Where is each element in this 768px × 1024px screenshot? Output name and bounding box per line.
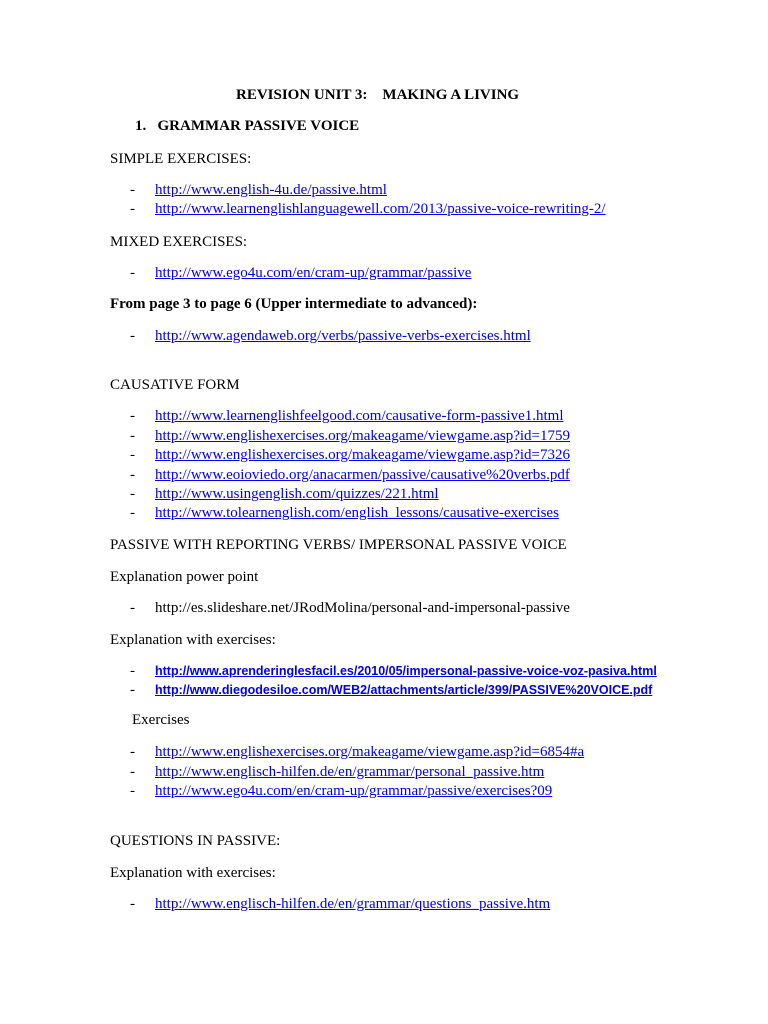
bullet-dash: - (130, 408, 135, 424)
bullet-dash: - (130, 428, 135, 444)
exercises-heading: Exercises (132, 712, 190, 728)
section-heading-grammar-passive: 1. GRAMMAR PASSIVE VOICE (135, 118, 360, 134)
bullet-dash: - (130, 328, 135, 344)
link-causative-4[interactable]: http://www.eoioviedo.org/anacarmen/passive/causative%20verbs.pdf (155, 467, 570, 483)
mixed-exercises-heading: MIXED EXERCISES: (110, 234, 248, 250)
questions-passive-heading: QUESTIONS IN PASSIVE: (110, 833, 281, 849)
link-simple-2[interactable]: http://www.learnenglishlanguagewell.com/2013/passive-voice-rewriting-2/ (155, 201, 606, 217)
causative-form-heading: CAUSATIVE FORM (110, 377, 240, 393)
questions-explanation-heading: Explanation with exercises: (110, 865, 276, 881)
link-causative-6[interactable]: http://www.tolearnenglish.com/english_lessons/causative-exercises (155, 505, 559, 521)
bullet-dash: - (130, 600, 135, 616)
link-exercises-1[interactable]: http://www.englishexercises.org/makeagame/viewgame.asp?id=6854#a (155, 744, 585, 760)
bullet-dash: - (130, 467, 135, 483)
bullet-dash: - (130, 447, 135, 463)
bullet-dash: - (130, 783, 135, 799)
bullet-dash: - (130, 182, 135, 198)
link-diegodesiloe[interactable]: http://www.diegodesiloe.com/WEB2/attachments/article/399/PASSIVE%20VOICE.pdf (155, 683, 653, 697)
link-causative-2[interactable]: http://www.englishexercises.org/makeagame/viewgame.asp?id=1759 (155, 428, 571, 444)
link-causative-3[interactable]: http://www.englishexercises.org/makeagame/viewgame.asp?id=7326 (155, 447, 571, 463)
link-questions-passive[interactable]: http://www.englisch-hilfen.de/en/grammar/questions_passive.htm (155, 896, 551, 912)
bullet-dash: - (130, 201, 135, 217)
explanation-exercises-heading: Explanation with exercises: (110, 632, 276, 648)
simple-exercises-heading: SIMPLE EXERCISES: (110, 151, 252, 167)
bullet-dash: - (130, 265, 135, 281)
link-agendaweb[interactable]: http://www.agendaweb.org/verbs/passive-verbs-exercises.html (155, 328, 531, 344)
bullet-dash: - (130, 663, 135, 679)
bullet-dash: - (130, 744, 135, 760)
link-causative-5[interactable]: http://www.usingenglish.com/quizzes/221.html (155, 486, 439, 502)
link-exercises-2[interactable]: http://www.englisch-hilfen.de/en/grammar/personal_passive.htm (155, 764, 545, 780)
link-exercises-3[interactable]: http://www.ego4u.com/en/cram-up/grammar/passive/exercises?09 (155, 783, 553, 799)
link-causative-1[interactable]: http://www.learnenglishfeelgood.com/causative-form-passive1.html (155, 408, 564, 424)
bullet-dash: - (130, 682, 135, 698)
link-mixed-1[interactable]: http://www.ego4u.com/en/cram-up/grammar/passive (155, 265, 472, 281)
bullet-dash: - (130, 505, 135, 521)
bullet-dash: - (130, 896, 135, 912)
slideshare-url-text: http://es.slideshare.net/JRodMolina/personal-and-impersonal-passive (155, 600, 570, 616)
reporting-verbs-heading: PASSIVE WITH REPORTING VERBS/ IMPERSONAL PASSIVE VOICE (110, 537, 567, 553)
page-range-note: From page 3 to page 6 (Upper intermediate to advanced): (110, 296, 478, 312)
link-simple-1[interactable]: http://www.english-4u.de/passive.html (155, 182, 387, 198)
explanation-powerpoint-heading: Explanation power point (110, 569, 259, 585)
document-title: REVISION UNIT 3: MAKING A LIVING (236, 87, 520, 103)
bullet-dash: - (130, 764, 135, 780)
link-aprenderinglesfacil[interactable]: http://www.aprenderinglesfacil.es/2010/05/impersonal-passive-voice-voz-pasiva.html (155, 664, 657, 678)
bullet-dash: - (130, 486, 135, 502)
